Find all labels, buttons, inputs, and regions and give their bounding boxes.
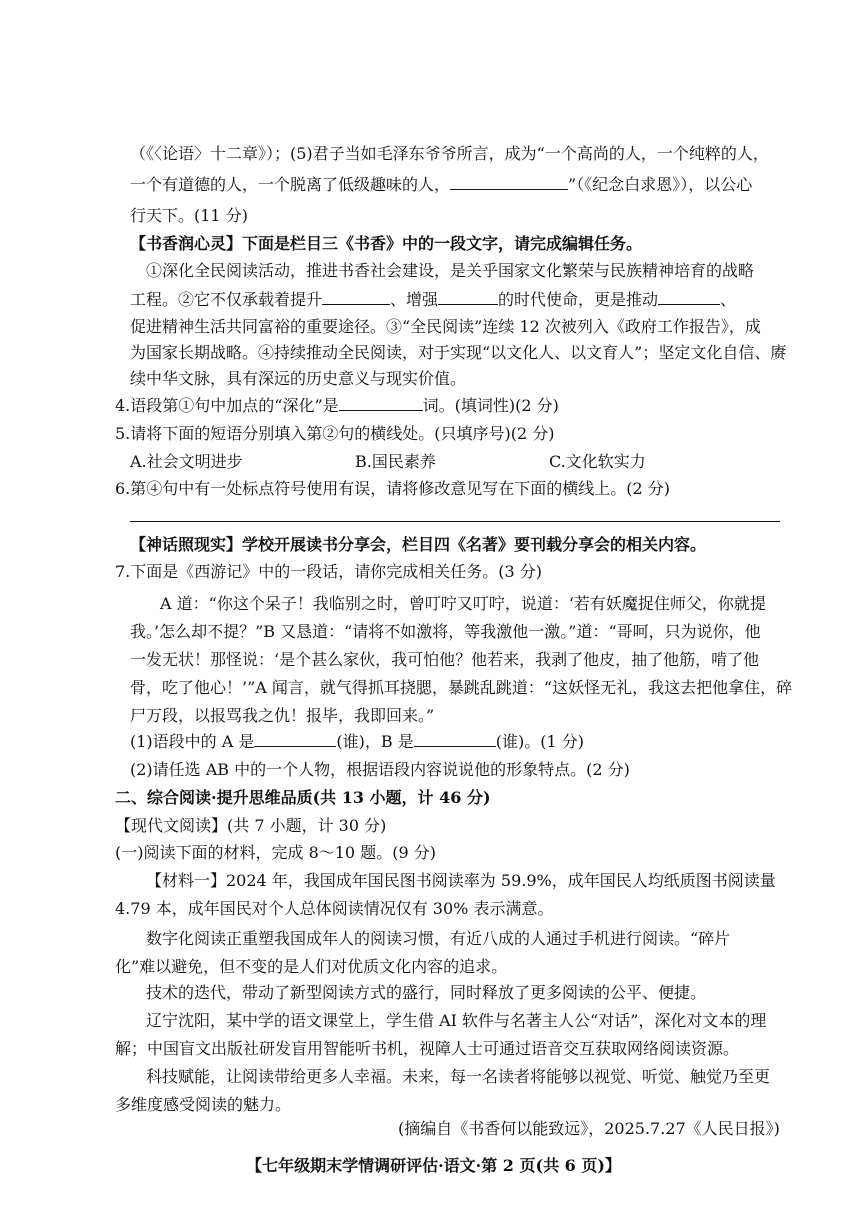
question-6: 6.第④句中有一处标点符号使用有误，请将修改意见写在下面的横线上。(2 分) bbox=[115, 479, 671, 498]
part-heading: 二、综合阅读·提升思维品质(共 13 小题，计 46 分) bbox=[115, 788, 491, 807]
text-span: (谁)，B 是 bbox=[336, 732, 414, 751]
paragraph-line: 促进精神生活共同富裕的重要途径。③“全民阅读”连续 12 次被列入《政府工作报告》，成 bbox=[130, 317, 761, 336]
answer-blank[interactable] bbox=[658, 290, 720, 305]
text-span: 的时代使命，更是推动 bbox=[498, 290, 659, 309]
question-7: 7.下面是《西游记》中的一段话，请你完成相关任务。(3 分) bbox=[115, 562, 543, 581]
answer-blank[interactable] bbox=[438, 290, 498, 305]
text-span: 词。(填词性)(2 分) bbox=[422, 396, 559, 415]
answer-blank[interactable] bbox=[339, 396, 423, 411]
material-line: 科技赋能，让阅读带给更多人幸福。未来，每一名读者将能够以视觉、听觉、触觉乃至更 bbox=[146, 1067, 771, 1086]
answer-blank[interactable] bbox=[450, 175, 568, 190]
text-span: 工程。②它不仅承载着提升 bbox=[130, 290, 323, 309]
text-span: 一个有道德的人，一个脱离了低级趣味的人， bbox=[130, 175, 451, 194]
paragraph-line bbox=[130, 289, 736, 311]
page-footer: 【七年级期末学情调研评估·语文·第 2 页(共 6 页)】 bbox=[246, 1156, 621, 1175]
paragraph-line: 为国家长期战略。④持续推动全民阅读，对于实现“以文化人、以文育人”；坚定文化自信、赓 bbox=[130, 343, 787, 362]
question-4 bbox=[115, 395, 559, 417]
question-7-2: (2)请任选 AB 中的一个人物，根据语段内容说说他的形象特点。(2 分) bbox=[130, 760, 630, 779]
option-a: A.社会文明进步 bbox=[130, 452, 243, 471]
paragraph-line: 续中华文脉，具有深远的历史意义与现实价值。 bbox=[130, 369, 467, 388]
paragraph-line: ①深化全民阅读活动，推进书香社会建设，是关乎国家文化繁荣与民族精神培育的战略 bbox=[146, 261, 755, 280]
text-line: （《〈论语〉十二章》）；(5)君子当如毛泽东爷爷所言，成为“一个高尚的人，一个纯粹的人， bbox=[130, 144, 769, 163]
material-line: 数字化阅读正重塑我国成年人的阅读习惯，有近八成的人通过手机进行阅读。“碎片 bbox=[146, 929, 731, 948]
subsection-heading: 【现代文阅读】(共 7 小题，计 30 分) bbox=[115, 816, 387, 835]
question-7-1 bbox=[130, 731, 584, 753]
excerpt-line: A 道：“你这个呆子！我临别之时，曾叮咛又叮咛，说道：‘若有妖魔捉住师父，你就提 bbox=[160, 594, 766, 613]
excerpt-line: 尸万段，以报骂我之仇！报毕，我即回来。” bbox=[130, 706, 435, 725]
excerpt-line: 我。’怎么却不提？”B 又恳道：“请将不如激将，等我激他一激。”道：“哥呵，只为说你，他 bbox=[130, 622, 761, 641]
material-line: 辽宁沈阳，某中学的语文课堂上，学生借 AI 软件与名著主人公“对话”，深化对文本的理 bbox=[146, 1011, 767, 1030]
section-heading: 【书香润心灵】下面是栏目三《书香》中的一段文字，请完成编辑任务。 bbox=[130, 234, 643, 253]
text-span: 、 bbox=[720, 290, 737, 309]
material-line: 4.79 本，成年国民对个人总体阅读情况仅有 30% 表示满意。 bbox=[115, 899, 554, 918]
text-span: 4.语段第①句中加点的“深化”是 bbox=[115, 396, 339, 415]
material-line: 解；中国盲文出版社研发盲用智能听书机，视障人士可通过语音交互获取网络阅读资源。 bbox=[115, 1039, 740, 1058]
subsection-heading: (一)阅读下面的材料，完成 8～10 题。(9 分) bbox=[115, 843, 436, 862]
text-span: ”（《纪念白求恩》），以公心 bbox=[568, 175, 753, 194]
text-line bbox=[130, 174, 752, 196]
source-citation: (摘编自《书香何以能致远》，2025.7.27《人民日报》) bbox=[398, 1119, 780, 1138]
text-span: (1)语段中的 A 是 bbox=[130, 732, 255, 751]
text-span: (谁)。(1 分) bbox=[495, 732, 584, 751]
text-line: 行天下。(11 分) bbox=[130, 206, 248, 225]
section-heading: 【神话照现实】学校开展读书分享会，栏目四《名著》要刊载分享会的相关内容。 bbox=[130, 535, 707, 554]
material-line: 技术的迭代，带动了新型阅读方式的盛行，同时释放了更多阅读的公平、便捷。 bbox=[146, 983, 707, 1002]
material-line: 【材料一】2024 年，我国成年国民图书阅读率为 59.9%，成年国民人均纸质图书阅读量 bbox=[146, 871, 776, 890]
material-line: 多维度感受阅读的魅力。 bbox=[115, 1095, 292, 1114]
material-line: 化”难以避免，但不变的是人们对优质文化内容的追求。 bbox=[115, 957, 508, 976]
answer-blank[interactable] bbox=[322, 290, 390, 305]
answer-blank[interactable] bbox=[414, 732, 496, 747]
excerpt-line: 骨，吃了他心！’”A 闻言，就气得抓耳挠腮，暴跳乱跳道：“这妖怪无礼，我这去把他拿住，碎 bbox=[130, 678, 793, 697]
option-b: B.国民素养 bbox=[355, 452, 436, 471]
answer-blank[interactable] bbox=[254, 732, 336, 747]
answer-line[interactable] bbox=[130, 521, 780, 522]
excerpt-line: 一发无状！那怪说：‘是个甚么家伙，我可怕他？他若来，我剥了他皮，抽了他筋，啃了他 bbox=[130, 650, 760, 669]
option-c: C.文化软实力 bbox=[549, 452, 646, 471]
question-5: 5.请将下面的短语分别填入第②句的横线处。(只填序号)(2 分) bbox=[115, 424, 555, 443]
text-span: 、增强 bbox=[390, 290, 439, 309]
